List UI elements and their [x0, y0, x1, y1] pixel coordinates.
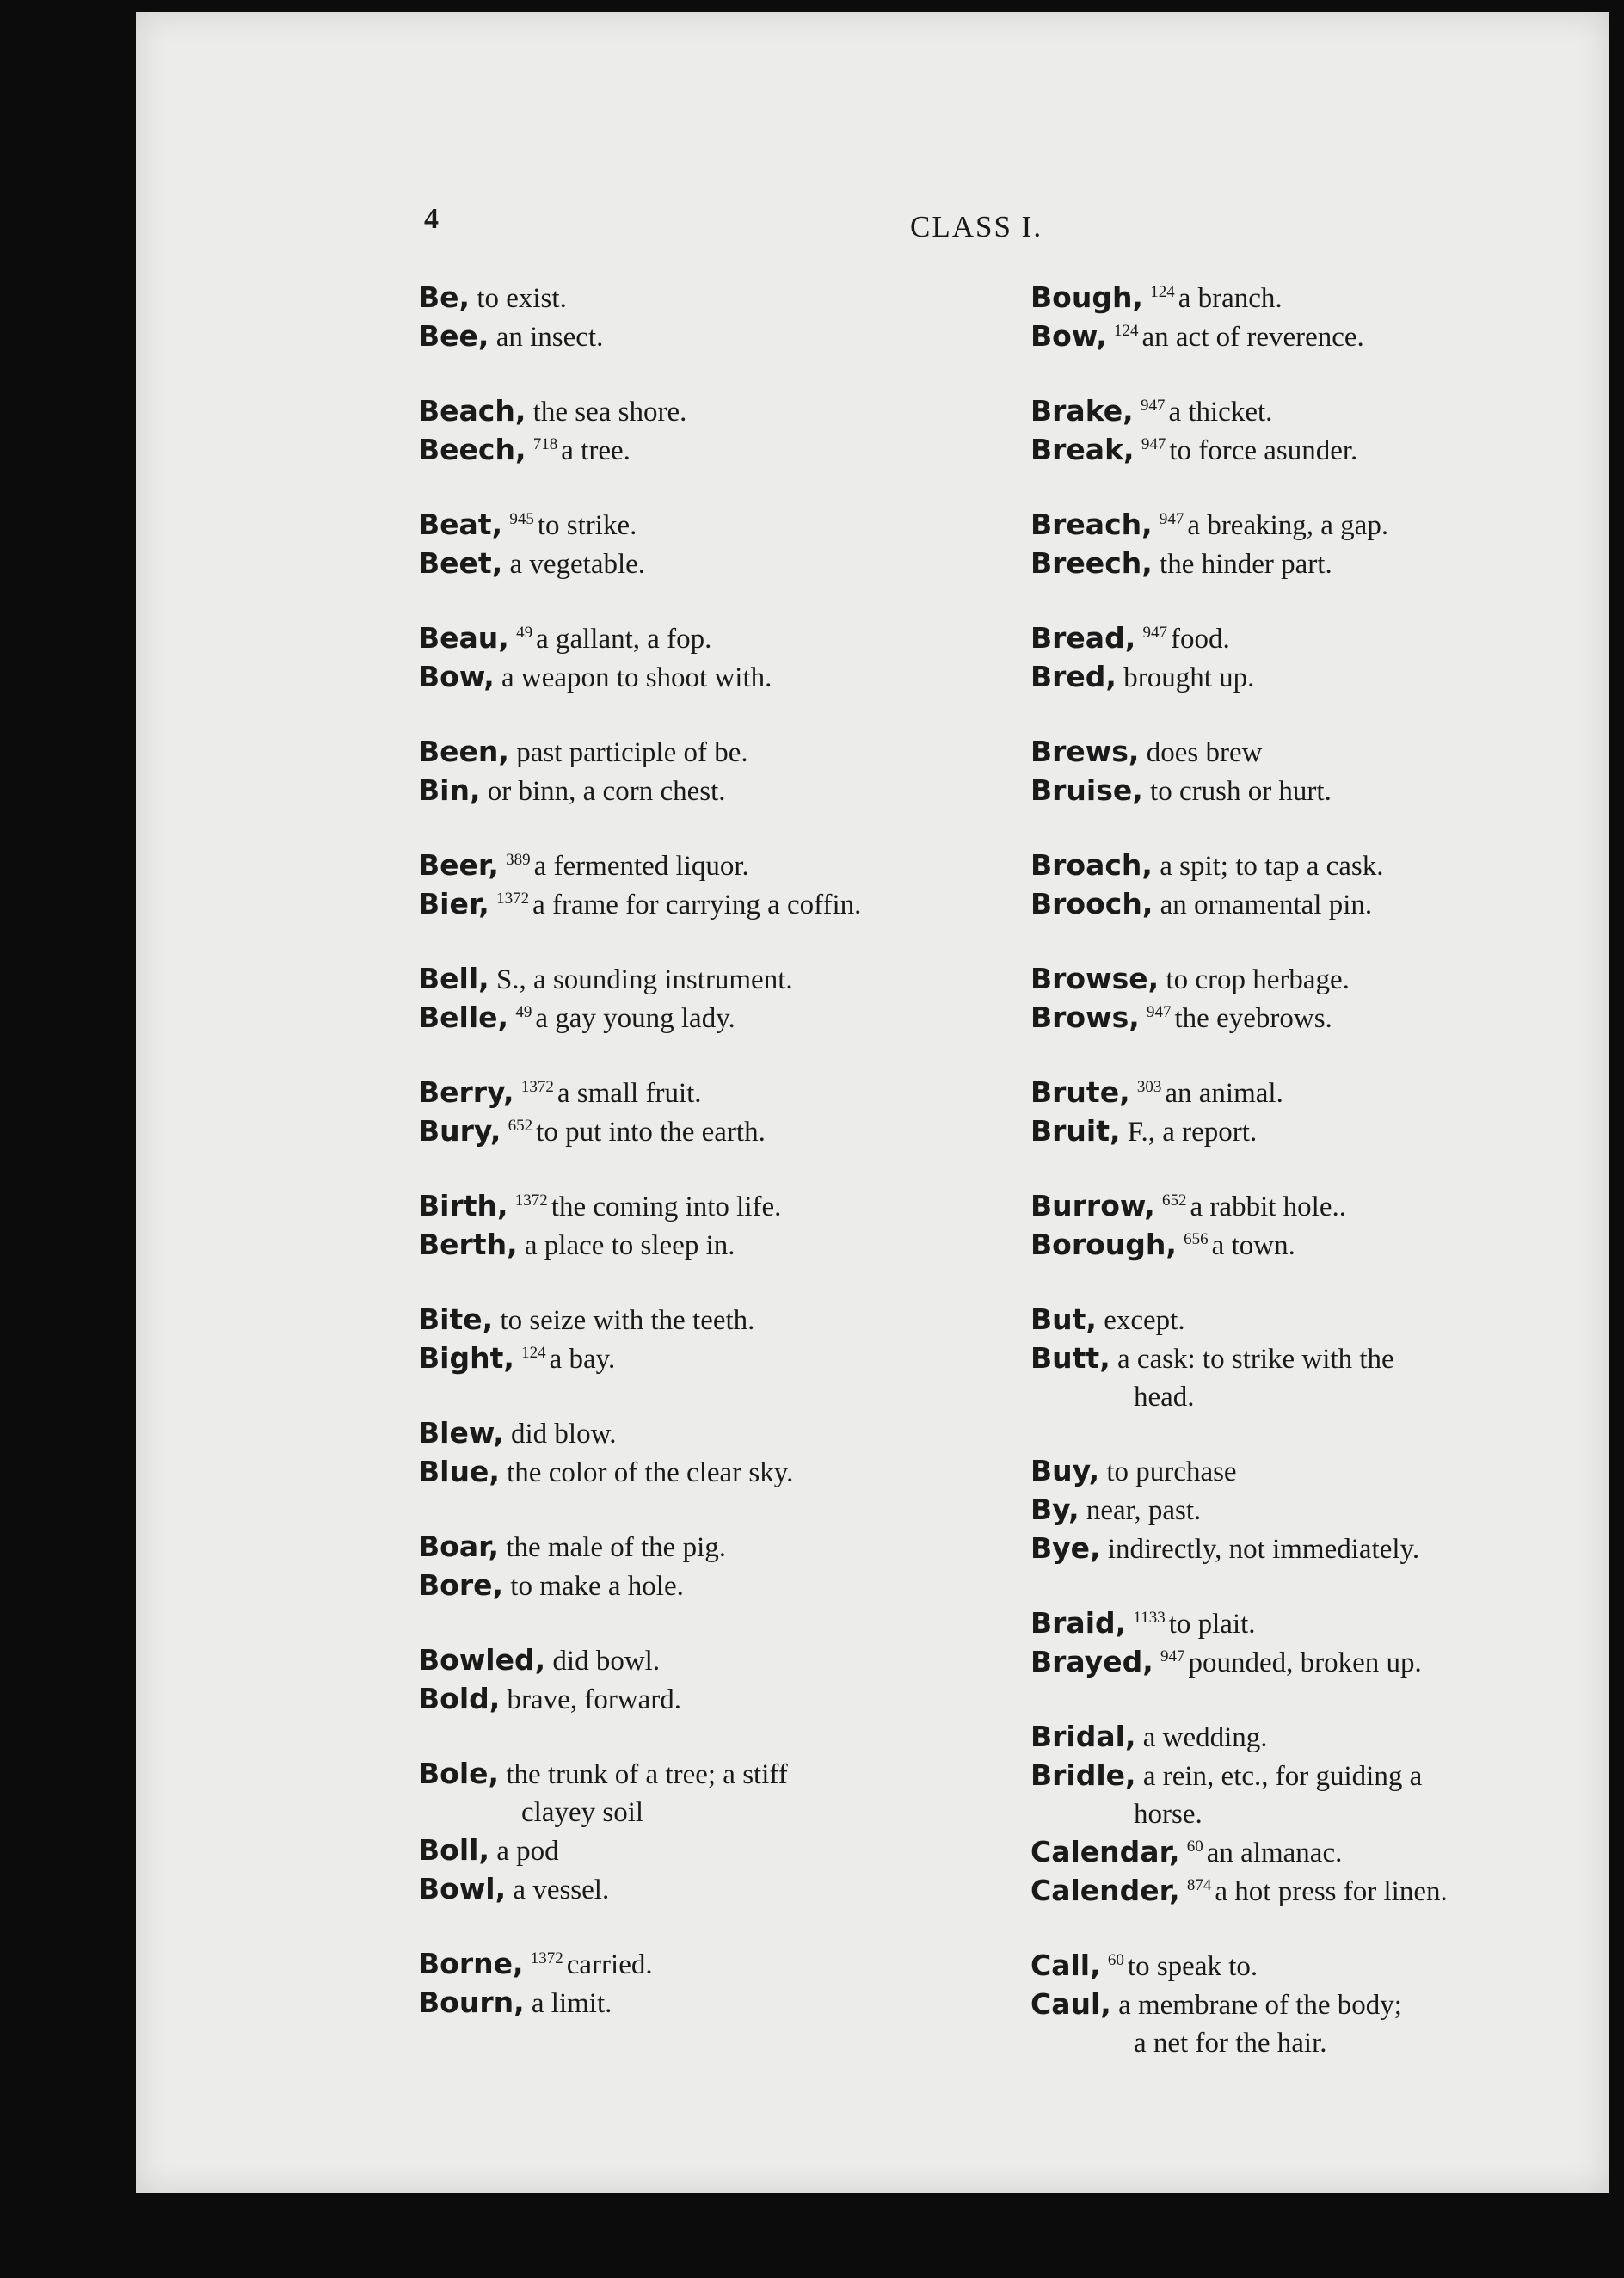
reference-number: 947	[1160, 1647, 1185, 1665]
headword: Bow,	[418, 660, 495, 693]
reference-number: 60	[1107, 1951, 1124, 1969]
dictionary-entry	[418, 392, 1020, 431]
reference-number: 1372	[520, 1078, 554, 1096]
reference-number: 947	[1142, 624, 1167, 642]
reference-number: 389	[506, 851, 531, 869]
dictionary-entry	[1030, 1604, 1590, 1643]
dictionary-entry	[1030, 885, 1590, 924]
definition: pounded, broken up.	[1188, 1647, 1422, 1678]
headword: Blue,	[418, 1455, 500, 1488]
dictionary-entry	[418, 1945, 1020, 1984]
reference-number: 718	[532, 435, 558, 453]
dictionary-entry	[1030, 1986, 1590, 2062]
definition: the sea shore.	[532, 397, 687, 428]
dictionary-entry	[1030, 1643, 1590, 1682]
entry-group	[418, 1074, 1020, 1151]
dictionary-entry	[418, 847, 1020, 885]
entry-group	[418, 619, 1020, 697]
definition: F., a report.	[1127, 1117, 1258, 1148]
headword: Bow,	[1030, 319, 1107, 353]
dictionary-entry	[1030, 1718, 1590, 1757]
headword: Be,	[418, 280, 471, 314]
headword: Bowl,	[418, 1872, 507, 1906]
definition: a town.	[1211, 1230, 1295, 1261]
headword: Borne,	[418, 1947, 524, 1980]
headword: Blew,	[418, 1416, 504, 1450]
reference-number: 124	[1150, 283, 1175, 301]
definition: to force asunder.	[1169, 435, 1358, 466]
dictionary-entry	[418, 1339, 1020, 1378]
dictionary-entry	[418, 1832, 1020, 1870]
headword: Beer,	[418, 848, 499, 882]
entry-group	[418, 392, 1020, 470]
headword: Broach,	[1030, 848, 1153, 882]
headword: Burrow,	[1030, 1189, 1155, 1222]
definition: a vegetable.	[509, 549, 646, 580]
headword: Bruise,	[1030, 773, 1143, 807]
headword: Bridle,	[1030, 1758, 1136, 1792]
definition: a branch.	[1178, 283, 1283, 314]
entry-group	[418, 1755, 1020, 1909]
definition: or binn, a corn chest.	[487, 776, 726, 807]
headword: Borough,	[1030, 1228, 1177, 1261]
dictionary-entry	[1030, 431, 1590, 470]
dictionary-entry	[418, 1187, 1020, 1226]
headword: Calender,	[1030, 1874, 1180, 1907]
headword: Bee,	[418, 319, 489, 353]
dictionary-entry	[418, 1226, 1020, 1265]
definition: to put into the earth.	[536, 1117, 766, 1148]
reference-number: 947	[1140, 397, 1166, 415]
headword: Berth,	[418, 1228, 518, 1261]
definition: a wedding.	[1142, 1722, 1268, 1753]
reference-number: 874	[1186, 1876, 1212, 1894]
entry-group	[1030, 1718, 1590, 1911]
dictionary-entry	[418, 1112, 1020, 1151]
reference-number: 656	[1184, 1230, 1209, 1248]
headword: Birth,	[418, 1189, 508, 1222]
definition: to seize with the teeth.	[500, 1305, 755, 1336]
definition-continuation: clayey soil	[521, 1797, 644, 1828]
headword: Bourn,	[418, 1986, 525, 2019]
dictionary-entry	[418, 960, 1020, 999]
definition: a vessel.	[513, 1875, 610, 1906]
headword: Berry,	[418, 1075, 514, 1109]
definition: the male of the pig.	[506, 1532, 726, 1563]
definition: the eyebrows.	[1174, 1003, 1332, 1034]
dictionary-entry	[418, 1870, 1020, 1909]
headword: Bier,	[418, 887, 489, 920]
headword: Buy,	[1030, 1454, 1100, 1487]
headword: Brayed,	[1030, 1645, 1153, 1678]
definition: to purchase	[1106, 1456, 1237, 1487]
dictionary-entry	[418, 1414, 1020, 1453]
dictionary-entry	[418, 772, 1020, 810]
dictionary-entry	[1030, 847, 1590, 885]
definition: brave, forward.	[507, 1684, 682, 1715]
entry-group	[418, 279, 1020, 356]
headword: Bruit,	[1030, 1114, 1121, 1148]
dictionary-entry	[1030, 1833, 1590, 1872]
headword: Calendar,	[1030, 1835, 1180, 1869]
definition: to speak to.	[1127, 1951, 1258, 1982]
headword: Bin,	[418, 773, 481, 807]
headword: Beau,	[418, 621, 509, 655]
definition: did bowl.	[552, 1646, 661, 1677]
definition: to plait.	[1168, 1609, 1256, 1640]
definition: a pod	[496, 1836, 559, 1867]
headword: Break,	[1030, 433, 1135, 466]
definition: brought up.	[1123, 662, 1255, 693]
entry-group	[1030, 506, 1590, 583]
dictionary-entry	[1030, 392, 1590, 431]
entry-group	[1030, 1452, 1590, 1568]
definition: to crush or hurt.	[1150, 776, 1332, 807]
dictionary-entry	[418, 1301, 1020, 1339]
dictionary-entry	[1030, 960, 1590, 999]
reference-number: 652	[1162, 1191, 1187, 1210]
running-head: CLASS I.	[910, 210, 1043, 243]
definition-continuation: a net for the hair.	[1134, 2028, 1327, 2059]
reference-number: 947	[1141, 435, 1166, 453]
dictionary-entry	[1030, 772, 1590, 810]
headword: Bough,	[1030, 280, 1143, 314]
definition: a cask: to strike with the	[1116, 1344, 1394, 1375]
dictionary-entry	[418, 1074, 1020, 1112]
reference-number: 947	[1159, 510, 1184, 528]
entry-group	[418, 960, 1020, 1037]
headword: Bore,	[418, 1568, 504, 1602]
definition: does brew	[1146, 737, 1263, 768]
definition: a frame for carrying a coffin.	[532, 890, 862, 920]
reference-number: 945	[509, 510, 534, 528]
definition-continuation: head.	[1134, 1382, 1195, 1413]
headword: Brows,	[1030, 1000, 1140, 1034]
definition: a membrane of the body;	[1118, 1990, 1402, 2021]
dictionary-entry	[418, 885, 1020, 924]
dictionary-entry	[1030, 1947, 1590, 1986]
entry-group	[1030, 392, 1590, 470]
dictionary-entry	[418, 317, 1020, 356]
definition: a place to sleep in.	[524, 1230, 735, 1261]
entry-group	[1030, 733, 1590, 810]
entry-group	[418, 1414, 1020, 1492]
headword: Bell,	[418, 962, 489, 995]
dictionary-entry	[418, 1528, 1020, 1567]
entry-group	[418, 847, 1020, 924]
entry-group	[418, 1187, 1020, 1265]
headword: Bury,	[418, 1114, 501, 1148]
definition: a breaking, a gap.	[1187, 510, 1389, 541]
dictionary-entry	[1030, 1530, 1590, 1568]
entry-group	[418, 1301, 1020, 1378]
reference-number: 124	[1114, 322, 1139, 340]
dictionary-entry	[1030, 658, 1590, 697]
headword: Beach,	[418, 394, 526, 428]
headword: Butt,	[1030, 1341, 1110, 1375]
headword: Belle,	[418, 1000, 509, 1034]
headword: Braid,	[1030, 1606, 1127, 1640]
definition: a small fruit.	[557, 1078, 702, 1109]
dictionary-entry	[418, 279, 1020, 317]
definition: a hot press for linen.	[1215, 1876, 1448, 1907]
reference-number: 1372	[530, 1949, 563, 1967]
dictionary-entry	[418, 1755, 1020, 1832]
headword: Bold,	[418, 1682, 501, 1715]
definition: a bay.	[549, 1344, 616, 1375]
definition: indirectly, not immediately.	[1107, 1534, 1420, 1565]
headword: Bred,	[1030, 660, 1116, 693]
left-column	[418, 279, 1020, 2059]
definition: a weapon to shoot with.	[501, 662, 772, 693]
dictionary-entry	[1030, 619, 1590, 658]
definition: the coming into life.	[551, 1191, 782, 1222]
dictionary-entry	[418, 1453, 1020, 1492]
dictionary-entry	[1030, 317, 1590, 356]
reference-number: 124	[521, 1344, 546, 1362]
dictionary-entry	[1030, 1757, 1590, 1833]
headword: Beat,	[418, 508, 503, 541]
entry-group	[1030, 1947, 1590, 2062]
dictionary-entry	[418, 506, 1020, 545]
headword: Bole,	[418, 1757, 500, 1790]
definition: S., a sounding instrument.	[495, 964, 793, 995]
definition: to exist.	[477, 283, 567, 314]
dictionary-entry	[418, 545, 1020, 583]
headword: Brews,	[1030, 735, 1140, 768]
definition: a thicket.	[1168, 397, 1273, 428]
entry-group	[418, 506, 1020, 583]
entry-group	[1030, 1301, 1590, 1416]
headword: Caul,	[1030, 1987, 1111, 2021]
headword: Brooch,	[1030, 887, 1153, 920]
headword: Brute,	[1030, 1075, 1130, 1109]
dictionary-entry	[1030, 1112, 1590, 1151]
definition: a tree.	[561, 435, 631, 466]
headword: Bread,	[1030, 621, 1136, 655]
definition: an act of reverence.	[1141, 322, 1364, 353]
dictionary-entry	[1030, 279, 1590, 317]
entry-group	[1030, 960, 1590, 1037]
dictionary-entry	[1030, 1187, 1590, 1226]
headword: Bridal,	[1030, 1720, 1136, 1753]
headword: Boar,	[418, 1530, 500, 1563]
definition: an insect.	[495, 322, 604, 353]
dictionary-entry	[418, 619, 1020, 658]
dictionary-entry	[418, 431, 1020, 470]
definition: the trunk of a tree; a stiff	[506, 1759, 788, 1790]
definition: the color of the clear sky.	[507, 1457, 794, 1488]
dictionary-entry	[418, 1641, 1020, 1680]
dictionary-entry	[1030, 1872, 1590, 1911]
reference-number: 49	[515, 1003, 532, 1021]
reference-number: 303	[1136, 1078, 1162, 1096]
definition: a spit; to tap a cask.	[1160, 851, 1384, 882]
headword: Bight,	[418, 1341, 514, 1375]
definition: past participle of be.	[516, 737, 748, 768]
dictionary-entry	[1030, 733, 1590, 772]
definition: food.	[1171, 624, 1230, 655]
entry-group	[418, 1528, 1020, 1605]
definition: a rabbit hole..	[1190, 1191, 1346, 1222]
definition-continuation: horse.	[1134, 1799, 1203, 1830]
dictionary-entry	[418, 658, 1020, 697]
definition: a fermented liquor.	[533, 851, 749, 882]
definition: to make a hole.	[510, 1571, 684, 1602]
headword: Browse,	[1030, 962, 1160, 995]
dictionary-entry	[1030, 1226, 1590, 1265]
entry-group	[418, 733, 1020, 810]
entry-group	[1030, 1604, 1590, 1682]
reference-number: 49	[516, 624, 533, 642]
reference-number: 1372	[514, 1191, 548, 1210]
definition: except.	[1104, 1305, 1185, 1336]
right-column	[1030, 279, 1590, 2098]
headword: By,	[1030, 1493, 1080, 1526]
definition: an ornamental pin.	[1160, 890, 1373, 920]
dictionary-entry	[1030, 1491, 1590, 1530]
entry-group	[1030, 279, 1590, 356]
definition: to crop herbage.	[1166, 964, 1350, 995]
reference-number: 652	[508, 1117, 533, 1135]
headword: Boll,	[418, 1833, 489, 1867]
definition: to strike.	[537, 510, 637, 541]
entry-group	[1030, 1187, 1590, 1265]
dictionary-entry	[418, 1680, 1020, 1719]
dictionary-entry	[1030, 1452, 1590, 1491]
entry-group	[418, 1945, 1020, 2022]
reference-number: 947	[1147, 1003, 1172, 1021]
definition: an almanac.	[1206, 1838, 1343, 1869]
definition: carried.	[566, 1949, 653, 1980]
page-number: 4	[424, 203, 439, 235]
definition: a gallant, a fop.	[536, 624, 712, 655]
headword: Breach,	[1030, 508, 1153, 541]
entry-group	[1030, 619, 1590, 697]
dictionary-entry	[418, 1567, 1020, 1605]
definition: an animal.	[1165, 1078, 1283, 1109]
dictionary-entry	[1030, 506, 1590, 545]
headword: Beech,	[418, 433, 526, 466]
headword: Bowled,	[418, 1643, 546, 1677]
definition: near, past.	[1086, 1495, 1202, 1526]
entry-group	[1030, 1074, 1590, 1151]
headword: Breech,	[1030, 546, 1153, 580]
dictionary-entry	[1030, 1339, 1590, 1416]
dictionary-entry	[1030, 999, 1590, 1037]
definition: a limit.	[531, 1988, 612, 2019]
headword: Bite,	[418, 1302, 494, 1336]
dictionary-entry	[418, 1984, 1020, 2022]
entry-group	[418, 1641, 1020, 1719]
definition: did blow.	[511, 1419, 617, 1450]
dictionary-entry	[1030, 1301, 1590, 1339]
dictionary-entry	[418, 733, 1020, 772]
definition: a rein, etc., for guiding a	[1142, 1761, 1423, 1792]
headword: Bye,	[1030, 1531, 1101, 1565]
dictionary-entry	[418, 999, 1020, 1037]
headword: But,	[1030, 1302, 1097, 1336]
definition: the hinder part.	[1160, 549, 1332, 580]
definition: a gay young lady.	[535, 1003, 735, 1034]
dictionary-entry	[1030, 1074, 1590, 1112]
entry-group	[1030, 847, 1590, 924]
headword: Brake,	[1030, 394, 1134, 428]
book-page	[136, 12, 1609, 2193]
dictionary-entry	[1030, 545, 1590, 583]
headword: Been,	[418, 735, 509, 768]
reference-number: 1133	[1133, 1609, 1166, 1627]
reference-number: 1372	[496, 890, 530, 908]
headword: Beet,	[418, 546, 503, 580]
reference-number: 60	[1186, 1838, 1203, 1856]
headword: Call,	[1030, 1949, 1101, 1982]
